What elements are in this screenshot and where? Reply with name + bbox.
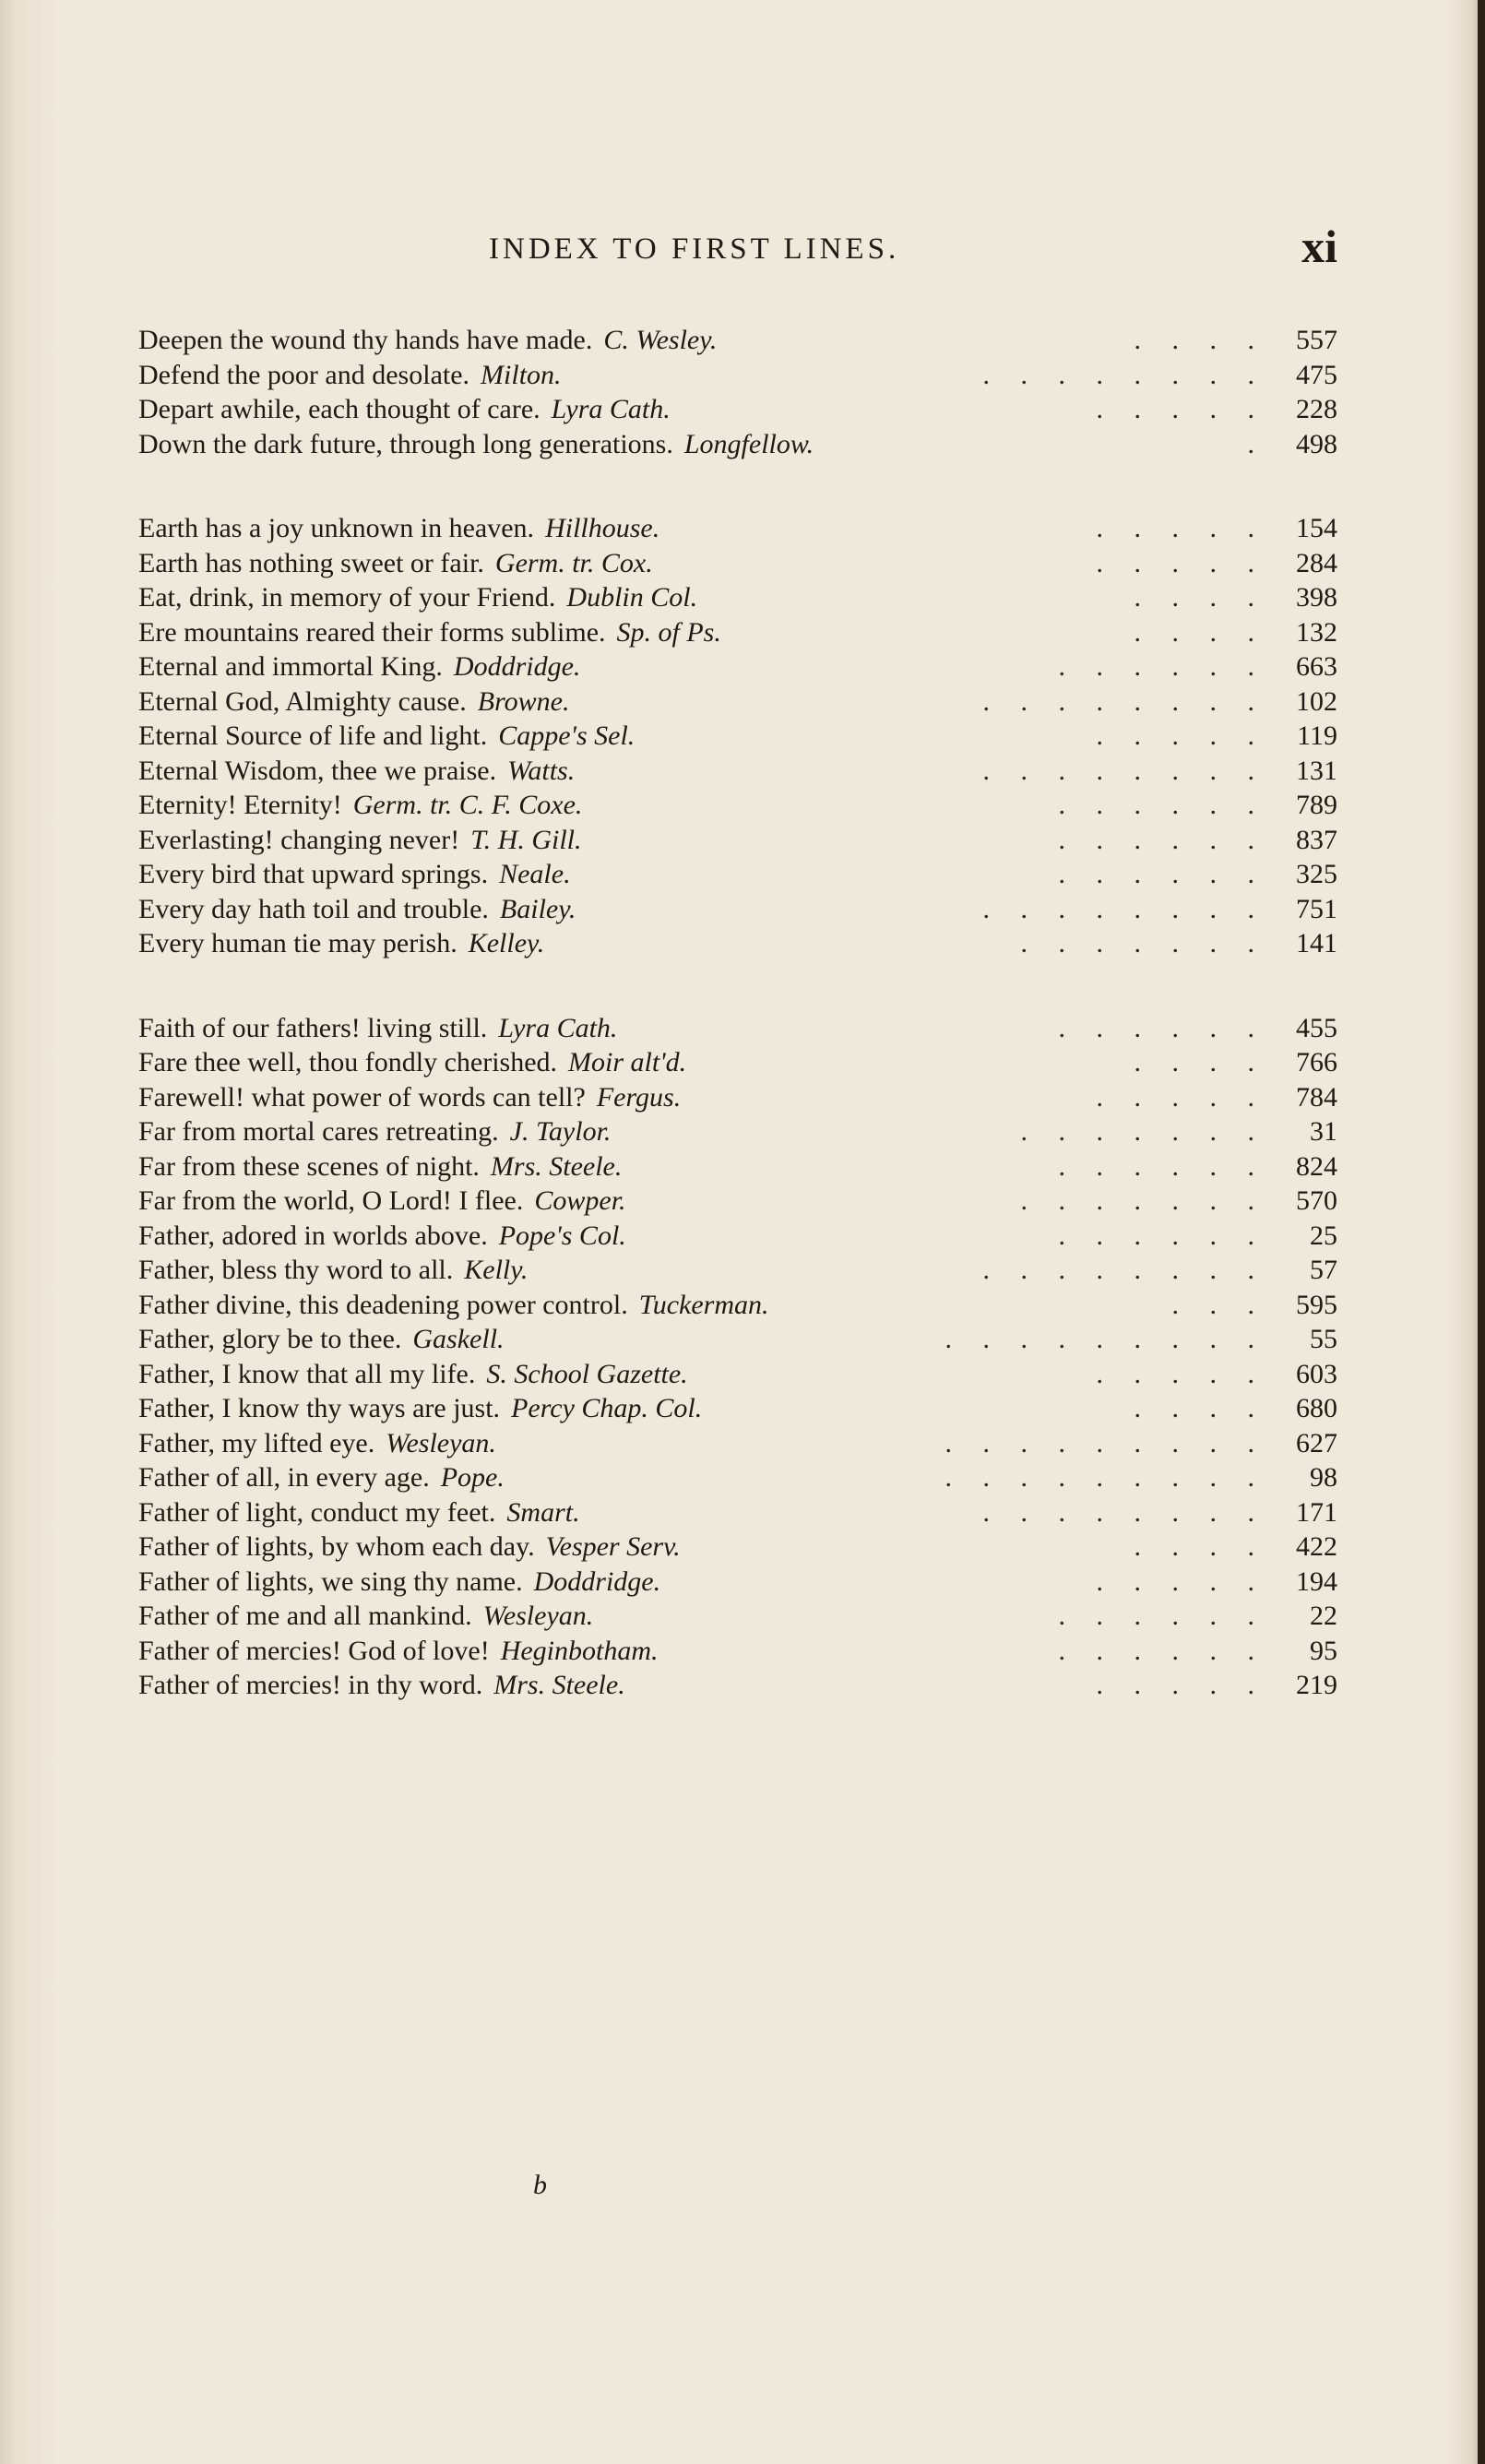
index-entry [138, 857, 1337, 892]
entry-author: Kelley. [468, 928, 545, 958]
entry-author: Heginbotham. [500, 1635, 659, 1666]
entry-first-line: Father, adored in worlds above. [138, 1220, 488, 1251]
entry-leader-dots: . . . . . . . . . [944, 1324, 1254, 1354]
entry-first-line: Ere mountains reared their forms sublime. [138, 616, 606, 648]
entry-first-line: Father of mercies! in thy word. [138, 1670, 483, 1700]
index-entry [138, 511, 1337, 546]
entry-author: Watts. [507, 755, 576, 786]
index-entry [138, 1565, 1337, 1600]
signature-mark: b [533, 2170, 547, 2200]
index-entry [138, 1634, 1337, 1669]
entry-page-number: 25 [1310, 1220, 1337, 1251]
entry-first-line: Eternal Wisdom, thee we praise. [138, 755, 497, 786]
index-entry [138, 1011, 1337, 1046]
entry-author: Sp. of Ps. [616, 616, 721, 648]
entry-author: S. School Gazette. [486, 1358, 688, 1389]
group-separator [138, 961, 1337, 1011]
entry-first-line: Far from mortal cares retreating. [138, 1116, 499, 1147]
entry-first-line: Eat, drink, in memory of your Friend. [138, 582, 556, 613]
entry-page-number: 398 [1296, 582, 1337, 613]
entry-leader-dots: . . . . . . . . . [944, 1427, 1254, 1458]
entry-first-line: Father divine, this deadening power control. [138, 1289, 628, 1320]
group-separator [138, 461, 1337, 511]
entry-first-line: Every day hath toil and trouble. [138, 893, 489, 924]
index-entry [138, 1530, 1337, 1565]
entry-first-line: Far from these scenes of night. [138, 1150, 480, 1182]
index-entry [138, 788, 1337, 823]
index-entry [138, 1599, 1337, 1634]
index-entry [138, 1460, 1337, 1495]
entry-page-number: 284 [1296, 547, 1337, 578]
entry-author: Fergus. [596, 1081, 682, 1113]
entry-page-number: 603 [1296, 1358, 1337, 1389]
entry-leader-dots: . . . . . [1096, 1670, 1254, 1700]
entry-leader-dots: . . . . [1134, 325, 1254, 355]
index-entry [138, 1288, 1337, 1323]
index-entry [138, 392, 1337, 427]
index-entry [138, 754, 1337, 789]
entry-leader-dots: . . . . . . [1058, 1012, 1254, 1043]
index-entry [138, 1668, 1337, 1703]
entry-first-line: Down the dark future, through long generations. [138, 428, 673, 459]
entry-author: Germ. tr. Cox. [494, 547, 653, 578]
entry-first-line: Farewell! what power of words can tell? [138, 1081, 586, 1113]
entry-first-line: Father of lights, by whom each day. [138, 1531, 535, 1562]
entry-page-number: 475 [1296, 359, 1337, 390]
entry-page-number: 422 [1296, 1531, 1337, 1562]
entry-leader-dots: . . . . . . . [1020, 1116, 1254, 1147]
entry-leader-dots: . . . . . . . . [982, 359, 1254, 390]
entry-leader-dots: . . . . . [1096, 513, 1254, 543]
entry-page-number: 102 [1296, 685, 1337, 717]
entry-author: Browne. [477, 685, 570, 717]
entry-leader-dots: . . . . . . . . [982, 893, 1254, 924]
entry-author: Gaskell. [412, 1324, 505, 1354]
entry-first-line: Father, I know that all my life. [138, 1358, 476, 1389]
entry-first-line: Earth has a joy unknown in heaven. [138, 513, 535, 543]
entry-first-line: Father, I know thy ways are just. [138, 1393, 501, 1423]
entry-page-number: 751 [1296, 893, 1337, 924]
entry-author: Moir alt'd. [568, 1047, 687, 1077]
entry-page-number: 171 [1296, 1496, 1337, 1528]
entry-author: Doddridge. [533, 1565, 661, 1597]
entry-author: Lyra Cath. [551, 394, 671, 424]
entry-leader-dots: . . . . [1134, 1531, 1254, 1562]
entry-page-number: 663 [1296, 651, 1337, 682]
entry-page-number: 837 [1296, 824, 1337, 855]
entry-page-number: 766 [1296, 1047, 1337, 1077]
entry-author: Mrs. Steele. [493, 1670, 625, 1700]
entry-page-number: 119 [1297, 720, 1337, 751]
index-entry [138, 615, 1337, 650]
entry-page-number: 228 [1296, 394, 1337, 424]
entry-first-line: Eternal and immortal King. [138, 651, 443, 682]
entry-leader-dots: . . . . . . . [1020, 928, 1254, 958]
entry-leader-dots: . . . . . [1096, 547, 1254, 578]
entry-author: Doddridge. [453, 651, 581, 682]
entry-author: Mrs. Steele. [490, 1150, 623, 1182]
entry-author: Longfellow. [683, 428, 814, 459]
entry-page-number: 219 [1296, 1670, 1337, 1700]
entry-author: Neale. [499, 859, 571, 889]
index-entry [138, 427, 1337, 462]
entry-page-number: 325 [1296, 859, 1337, 889]
index-entry [138, 1322, 1337, 1357]
entry-page-number: 570 [1296, 1185, 1337, 1216]
index-entry [138, 684, 1337, 720]
index-entry [138, 1357, 1337, 1392]
entry-first-line: Father of light, conduct my feet. [138, 1496, 496, 1528]
entry-leader-dots: . . . . . . [1058, 1220, 1254, 1251]
entry-author: Bailey. [499, 893, 576, 924]
header-title: INDEX TO FIRST LINES. [489, 232, 900, 266]
index-entry [138, 823, 1337, 858]
index-entry [138, 580, 1337, 615]
entry-first-line: Far from the world, O Lord! I flee. [138, 1185, 524, 1216]
entry-page-number: 557 [1296, 325, 1337, 355]
index-entry [138, 323, 1337, 358]
entry-leader-dots: . . . . . [1096, 1565, 1254, 1597]
index-entry [138, 892, 1337, 927]
entry-leader-dots: . . . . . . [1058, 1635, 1254, 1666]
index-entry [138, 926, 1337, 961]
entry-author: Vesper Serv. [545, 1531, 681, 1562]
entry-page-number: 141 [1296, 928, 1337, 958]
entry-author: Smart. [506, 1496, 580, 1528]
entry-page-number: 789 [1296, 790, 1337, 820]
entry-page-number: 95 [1310, 1635, 1337, 1666]
entry-first-line: Everlasting! changing never! [138, 824, 460, 855]
entry-first-line: Earth has nothing sweet or fair. [138, 547, 484, 578]
entry-first-line: Eternal God, Almighty cause. [138, 685, 467, 717]
entry-author: Milton. [481, 359, 562, 390]
entry-first-line: Father of all, in every age. [138, 1462, 430, 1493]
entry-first-line: Eternal Source of life and light. [138, 720, 488, 751]
index-entry [138, 1184, 1337, 1219]
entry-first-line: Every bird that upward springs. [138, 859, 489, 889]
entry-leader-dots: . . . . . . . . [982, 1255, 1254, 1285]
entry-author: Percy Chap. Col. [511, 1393, 703, 1423]
index-entry [138, 719, 1337, 754]
entry-leader-dots: . . . . . . . . . [944, 1462, 1254, 1493]
entry-page-number: 57 [1310, 1255, 1337, 1285]
entry-leader-dots: . . . . . . [1058, 790, 1254, 820]
entry-leader-dots: . . . . [1134, 1047, 1254, 1077]
entry-leader-dots: . . . . . [1096, 1081, 1254, 1113]
page-number: xi [1301, 220, 1337, 272]
entry-leader-dots: . . . . . . . [1020, 1185, 1254, 1216]
entry-page-number: 498 [1296, 428, 1337, 459]
entry-page-number: 784 [1296, 1081, 1337, 1113]
index-entry [138, 1149, 1337, 1184]
index-entry [138, 358, 1337, 393]
entry-first-line: Every human tie may perish. [138, 928, 457, 958]
entry-author: C. Wesley. [603, 325, 718, 355]
entry-leader-dots: . . . . . . [1058, 824, 1254, 855]
entry-leader-dots: . . . . . . [1058, 1601, 1254, 1631]
entry-first-line: Father, my lifted eye. [138, 1427, 375, 1458]
entry-leader-dots: . [1247, 428, 1254, 459]
entry-page-number: 154 [1296, 513, 1337, 543]
entry-page-number: 824 [1296, 1150, 1337, 1182]
entry-page-number: 131 [1296, 755, 1337, 786]
entry-page-number: 132 [1296, 616, 1337, 648]
entry-page-number: 55 [1310, 1324, 1337, 1354]
entry-author: T. H. Gill. [470, 824, 582, 855]
entry-author: Cowper. [534, 1185, 626, 1216]
entry-first-line: Father, bless thy word to all. [138, 1255, 454, 1285]
entry-leader-dots: . . . . . . [1058, 651, 1254, 682]
entry-first-line: Depart awhile, each thought of care. [138, 394, 541, 424]
index-entry [138, 1426, 1337, 1461]
entry-page-number: 22 [1310, 1601, 1337, 1631]
running-header [138, 220, 1337, 281]
entry-author: J. Taylor. [509, 1116, 612, 1147]
entry-author: Dublin Col. [566, 582, 698, 613]
entry-author: Lyra Cath. [498, 1012, 618, 1043]
entry-page-number: 595 [1296, 1289, 1337, 1320]
entry-leader-dots: . . . . [1134, 1393, 1254, 1423]
index-entry [138, 1080, 1337, 1115]
index-list [138, 323, 1337, 1703]
entry-leader-dots: . . . . . . [1058, 1150, 1254, 1182]
entry-first-line: Faith of our fathers! living still. [138, 1012, 488, 1043]
entry-leader-dots: . . . . [1134, 616, 1254, 648]
entry-leader-dots: . . . . . . . . [982, 685, 1254, 717]
entry-author: Cappe's Sel. [498, 720, 636, 751]
entry-first-line: Father, glory be to thee. [138, 1324, 402, 1354]
index-entry [138, 1253, 1337, 1288]
index-entry [138, 649, 1337, 684]
entry-leader-dots: . . . . . . [1058, 859, 1254, 889]
page-edge-shadow [1478, 0, 1485, 2464]
index-entry [138, 1219, 1337, 1254]
entry-author: Germ. tr. C. F. Coxe. [352, 790, 583, 820]
entry-first-line: Father of me and all mankind. [138, 1601, 472, 1631]
entry-page-number: 680 [1296, 1393, 1337, 1423]
entry-page-number: 194 [1296, 1565, 1337, 1597]
entry-leader-dots: . . . . [1134, 582, 1254, 613]
entry-author: Hillhouse. [545, 513, 660, 543]
entry-author: Pope. [440, 1462, 505, 1493]
entry-leader-dots: . . . . . [1096, 720, 1254, 751]
index-entry [138, 1391, 1337, 1426]
entry-first-line: Defend the poor and desolate. [138, 359, 470, 390]
entry-first-line: Father of mercies! God of love! [138, 1635, 490, 1666]
entry-page-number: 31 [1310, 1116, 1337, 1147]
entry-first-line: Deepen the wound thy hands have made. [138, 325, 593, 355]
entry-author: Pope's Col. [498, 1220, 626, 1251]
entry-leader-dots: . . . . . [1096, 1358, 1254, 1389]
entry-leader-dots: . . . . . . . . [982, 755, 1254, 786]
entry-leader-dots: . . . [1171, 1289, 1254, 1320]
index-entry [138, 1495, 1337, 1530]
entry-page-number: 627 [1296, 1427, 1337, 1458]
entry-first-line: Father of lights, we sing thy name. [138, 1565, 523, 1597]
index-entry [138, 1045, 1337, 1080]
index-entry [138, 1114, 1337, 1149]
entry-leader-dots: . . . . . [1096, 394, 1254, 424]
entry-author: Tuckerman. [638, 1289, 769, 1320]
entry-first-line: Fare thee well, thou fondly cherished. [138, 1047, 558, 1077]
entry-leader-dots: . . . . . . . . [982, 1496, 1254, 1528]
entry-author: Wesleyan. [386, 1427, 496, 1458]
entry-author: Kelly. [464, 1255, 529, 1285]
index-entry [138, 546, 1337, 581]
entry-first-line: Eternity! Eternity! [138, 790, 342, 820]
entry-page-number: 455 [1296, 1012, 1337, 1043]
entry-page-number: 98 [1310, 1462, 1337, 1493]
entry-author: Wesleyan. [482, 1601, 594, 1631]
